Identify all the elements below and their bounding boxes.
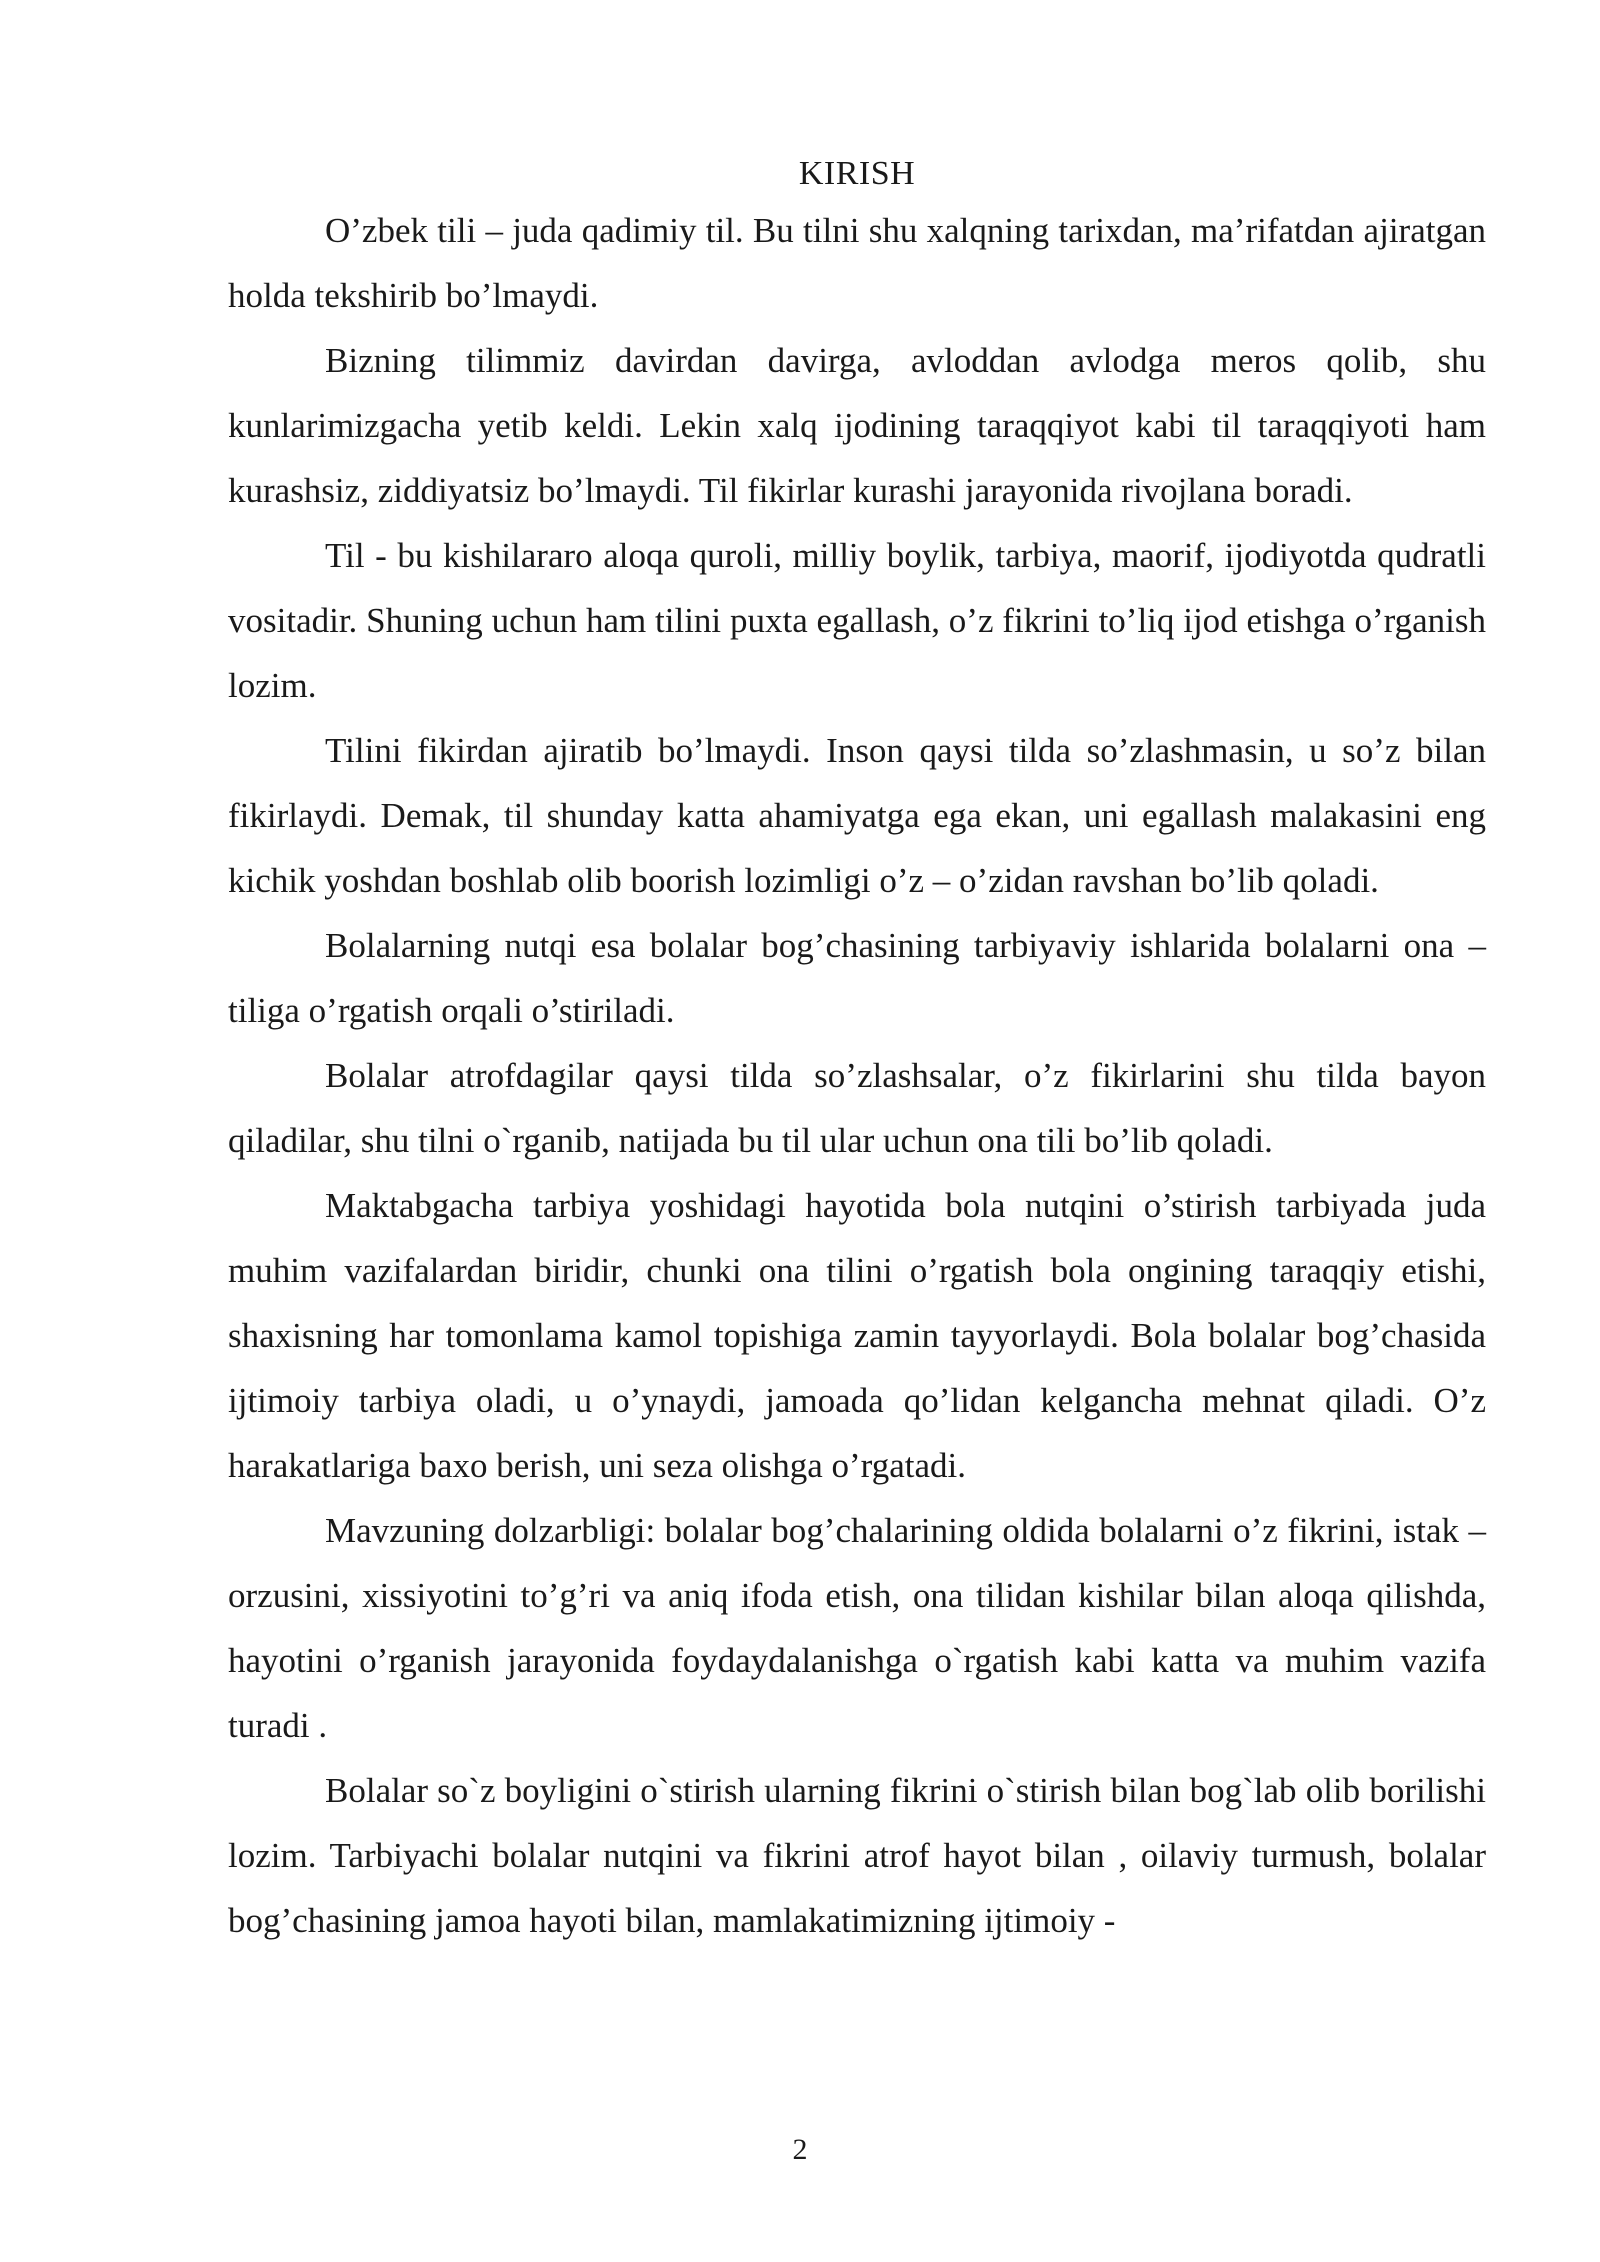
paragraph-8: Mavzuning dolzarbligi: bolalar bog’chalarining oldida bolalarni o’z fikrini, istak – orzusini, xissiyotini to’g’ri va aniq ifoda etish, ona tilidan kishilar bilan aloqa qilishda, hayotini o’rganish jarayonida foydaydalanishga o`rgatish kabi katta va muhim vazifa turadi .: [228, 1511, 1486, 1745]
section-title: KIRISH: [798, 155, 916, 192]
paragraph-5: Bolalarning nutqi esa bolalar bog’chasining tarbiyaviy ishlarida bolalarni ona – tiliga o’rgatish orqali o’stiriladi.: [228, 926, 1486, 1030]
document-page: [228, 150, 1486, 1953]
page-number: 2: [792, 2133, 808, 2166]
paragraph-6: Bolalar atrofdagilar qaysi tilda so’zlashsalar, o’z fikirlarini shu tilda bayon qiladilar, shu tilni o`rganib, natijada bu til ular uchun ona tili bo’lib qoladi.: [228, 1056, 1486, 1160]
paragraph-4: Tilini fikirdan ajiratib bo’lmaydi. Inson qaysi tilda so’zlashmasin, u so’z bilan fikirlaydi. Demak, til shunday katta ahamiyatga ega ekan, uni egallash malakasini eng kichik yoshdan boshlab olib boorish lozimligi o’z – o’zidan ravshan bo’lib qoladi.: [228, 731, 1486, 900]
paragraph-2: Bizning tilimmiz davirdan davirga, avloddan avlodga meros qolib, shu kunlarimizgacha yetib keldi. Lekin xalq ijodining taraqqiyot kabi til taraqqiyoti ham kurashsiz, ziddiyatsiz bo’lmaydi. Til fikirlar kurashi jarayonida rivojlana boradi.: [228, 341, 1486, 510]
paragraph-3: Til - bu kishilararo aloqa quroli, milliy boylik, tarbiya, maorif, ijodiyotda qudratli vositadir. Shuning uchun ham tilini puxta egallash, o’z fikrini to’liq ijod etishga o’rganish lozim.: [228, 536, 1486, 705]
paragraph-7: Maktabgacha tarbiya yoshidagi hayotida bola nutqini o’stirish tarbiyada juda muhim vazifalardan biridir, chunki ona tilini o’rgatish bola ongining taraqqiy etishi, shaxisning har tomonlama kamol topishiga zamin tayyorlaydi. Bola bolalar bog’chasida ijtimoiy tarbiya oladi, u o’ynaydi, jamoada qo’lidan kelgancha mehnat qiladi. O’z harakatlariga baxo berish, uni seza olishga o’rgatadi.: [228, 1186, 1486, 1485]
paragraph-9: Bolalar so`z boyligini o`stirish ularning fikrini o`stirish bilan bog`lab olib borilishi lozim. Tarbiyachi bolalar nutqini va fikrini atrof hayot bilan , oilaviy turmush, bolalar bog’chasining jamoa hayoti bilan, mamlakatimizning ijtimoiy -: [228, 1771, 1486, 1940]
paragraph-1: O’zbek tili – juda qadimiy til. Bu tilni shu xalqning tarixdan, ma’rifatdan ajiratgan holda tekshirib bo’lmaydi.: [228, 211, 1486, 315]
